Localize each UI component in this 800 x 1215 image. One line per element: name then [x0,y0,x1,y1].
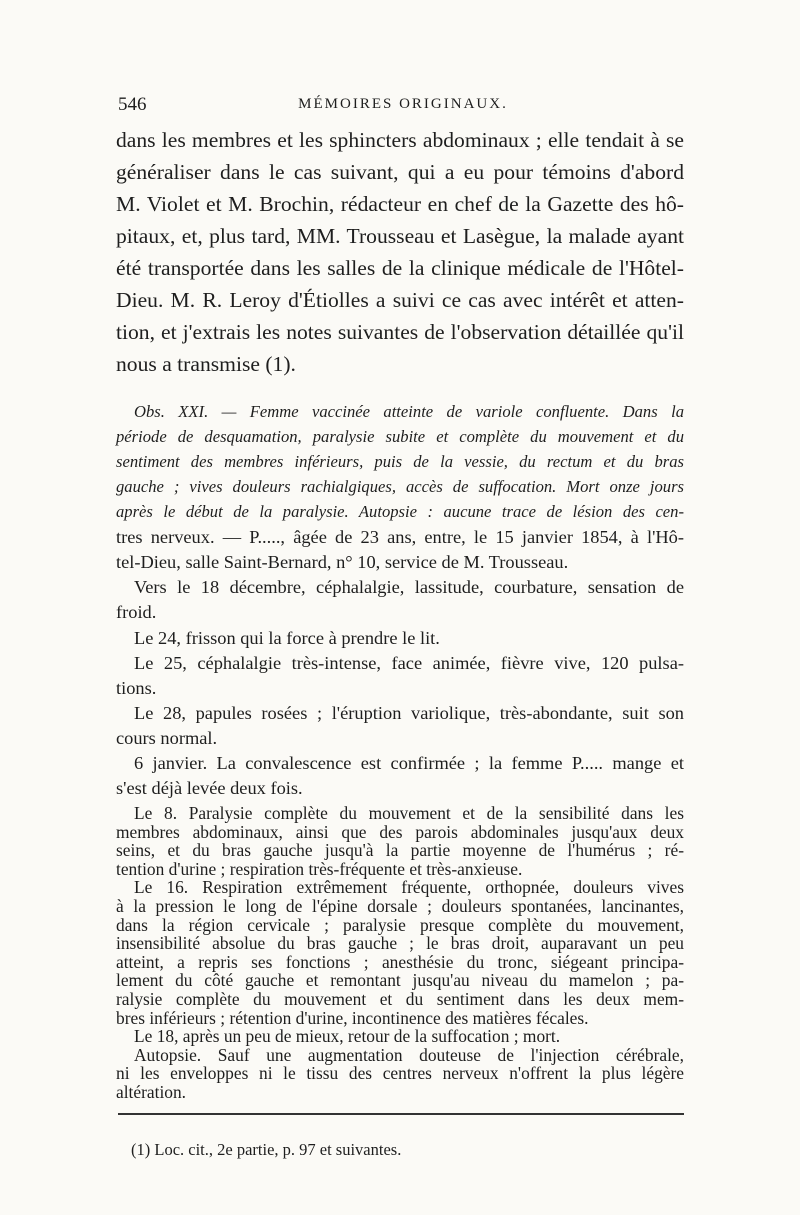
obs-heading-line: après le début de la paralysie. Autopsie : aucune trace de lésion des cen- [116,502,684,521]
intro-line: Dieu. M. R. Leroy d'Étiolles a suivi ce cas avec intérêt et atten- [116,288,684,312]
obs-heading-line: période de desquamation, paralysie subite et complète du mouvement et du [116,427,684,446]
obs-heading-line: Obs. XXI. — Femme vaccinée atteinte de variole confluente. Dans la [134,402,684,421]
obs-heading-line: sentiment des membres inférieurs, puis de la vessie, du rectum et du bras [116,452,684,471]
body-line: s'est déjà levée deux fois. [116,778,303,798]
body-line: ralysie complète du mouvement et du sentiment dans les deux mem- [116,989,684,1009]
body-line: Le 18, après un peu de mieux, retour de la suffocation ; mort. [134,1026,561,1047]
body-line: seins, et du bras gauche jusqu'à la partie moyenne de l'humérus ; ré- [116,840,684,861]
intro-line: pitaux, et, plus tard, MM. Trousseau et Lasègue, la malade ayant [116,224,684,248]
body-line: Le 16. Respiration extrêmement fréquente, orthopnée, douleurs vives [134,877,684,898]
running-title: MÉMOIRES ORIGINAUX. [298,96,508,112]
body-line: tions. [116,678,157,698]
body-line: ni les enveloppes ni le tissu des centres nerveux n'offrent la plus légère [116,1063,684,1084]
body-line: Le 28, papules rosées ; l'éruption variolique, très-abondante, suit son [134,703,684,723]
body-line: cours normal. [116,728,218,748]
body-line: Vers le 18 décembre, céphalalgie, lassitude, courbature, sensation de [134,577,684,597]
obs-heading-line: gauche ; vives douleurs rachialgiques, accès de suffocation. Mort onze jours [116,477,684,496]
body-line: 6 janvier. La convalescence est confirmée ; la femme P..... mange et [134,753,684,773]
body-line: bres inférieurs ; rétention d'urine, incontinence des matières fécales. [116,1007,589,1028]
footnote: (1) Loc. cit., 2e partie, p. 97 et suivantes. [131,1140,402,1159]
intro-line: généraliser dans le cas suivant, qui a eu pour témoins d'abord [116,160,684,184]
body-line: tention d'urine ; respiration très-fréquente et très-anxieuse. [116,858,523,879]
page-header [118,94,688,118]
body-line: Le 25, céphalalgie très-intense, face animée, fièvre vive, 120 pulsa- [134,653,684,673]
intro-line: été transportée dans les salles de la clinique médicale de l'Hôtel- [116,256,684,280]
footnote-rule [118,1113,684,1115]
body-line: altération. [116,1082,187,1102]
body-line: Le 8. Paralysie complète du mouvement et de la sensibilité dans les [134,803,684,823]
body-line: insensibilité absolue du bras gauche ; le bras droit, auparavant un peu [116,933,684,954]
body-line: atteint, a repris ses fonctions ; anesthésie du tronc, siégeant principa- [116,951,684,972]
body-line: Autopsie. Sauf une augmentation douteuse de l'injection cérébrale, [134,1044,684,1065]
intro-line: M. Violet et M. Brochin, rédacteur en chef de la Gazette des hô- [116,192,684,216]
intro-line: tion, et j'extrais les notes suivantes de l'observation détaillée qu'il [116,320,684,344]
body-line: Le 24, frisson qui la force à prendre le lit. [134,628,440,648]
intro-line: nous a transmise (1). [116,352,296,376]
body-line: lement du côté gauche et remontant jusqu'au niveau du mamelon ; pa- [116,970,684,991]
page-number: 546 [118,94,147,115]
body-line: à la pression le long de l'épine dorsale ; douleurs spontanées, lancinantes, [116,896,684,916]
body-line: tel-Dieu, salle Saint-Bernard, n° 10, service de M. Trousseau. [116,552,569,572]
body-line: tres nerveux. — P....., âgée de 23 ans, entre, le 15 janvier 1854, à l'Hô- [116,527,684,547]
body-line: froid. [116,602,157,622]
intro-line: dans les membres et les sphincters abdominaux ; elle tendait à se [116,128,684,152]
body-line: membres abdominaux, ainsi que des parois abdominales jusqu'aux deux [116,821,684,842]
body-line: dans la région cervicale ; paralysie presque complète du mouvement, [116,914,684,935]
